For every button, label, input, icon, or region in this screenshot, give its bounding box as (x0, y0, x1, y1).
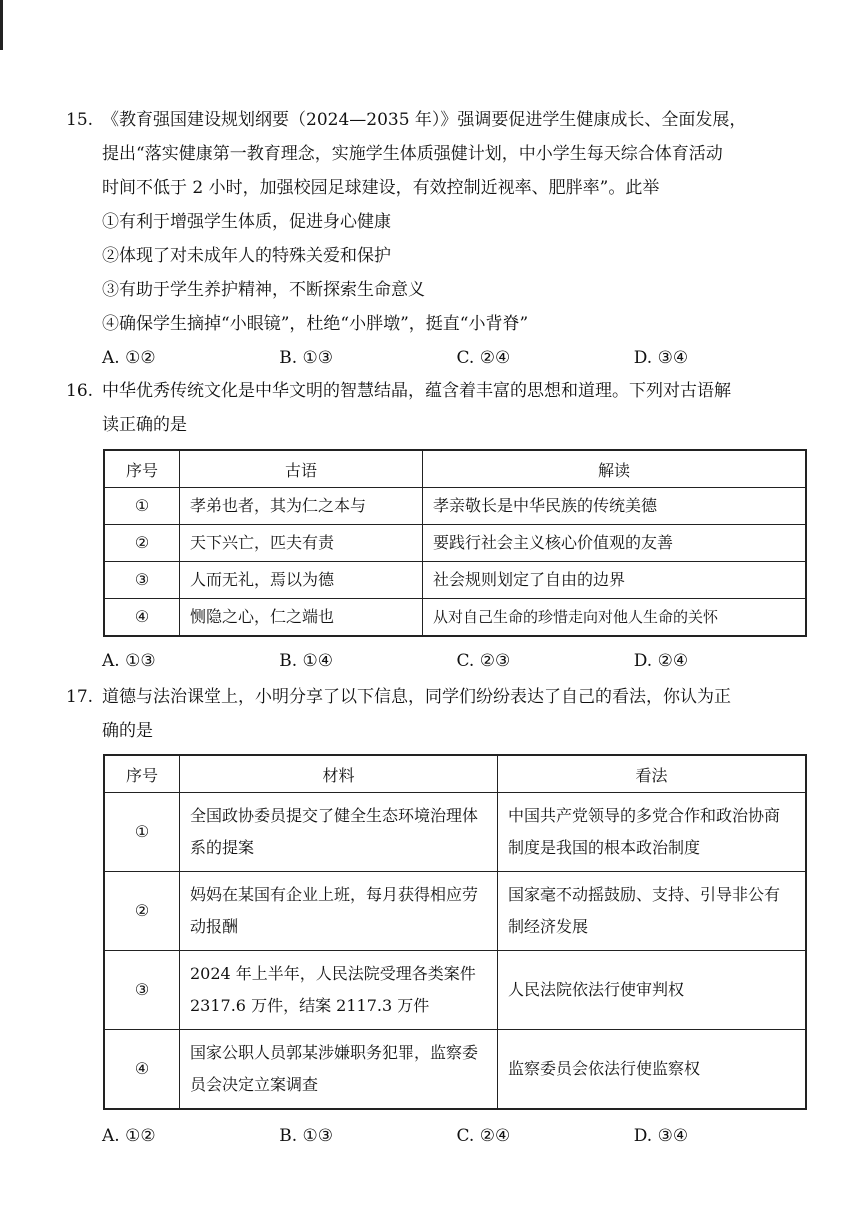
q17-stem-line-2: 确的是 (102, 721, 153, 741)
table-row: ④ 恻隐之心，仁之端也 从对自己生命的珍惜走向对他人生命的关怀 (104, 599, 806, 637)
table-header-row (104, 450, 806, 488)
q17-option-d[interactable]: D. ③④ (633, 1126, 689, 1146)
q16-option-c[interactable]: C. ②③ (456, 651, 511, 671)
q16-option-a[interactable]: A. ①③ (102, 651, 156, 671)
q17-options (66, 1119, 811, 1153)
q16-option-b[interactable]: B. ①④ (279, 651, 334, 671)
scan-edge-line (0, 0, 3, 50)
q17-options-wrap (66, 1119, 811, 1153)
table-row: ② 妈妈在某国有企业上班，每月获得相应劳动报酬 国家毫不动摇鼓励、支持、引导非公有制经济发展 (104, 872, 806, 951)
q15-stem-line-3: 时间不低于 2 小时，加强校园足球建设，有效控制近视率、肥胖率”。此举 (102, 178, 660, 198)
q17-option-b[interactable]: B. ①③ (279, 1126, 334, 1146)
q15-statement-2: ②体现了对未成年人的特殊关爱和保护 (102, 246, 391, 266)
q15-option-d[interactable]: D. ③④ (633, 348, 689, 368)
table-row: ③ 2024 年上半年，人民法院受理各类案件 2317.6 万件，结案 2117.3 万件 人民法院依法行使审判权 (104, 951, 806, 1030)
table-row: ① 全国政协委员提交了健全生态环境治理体系的提案 中国共产党领导的多党合作和政治协商制度是我国的根本政治制度 (104, 793, 806, 872)
q16-stem-line-1: 16. 中华优秀传统文化是中华文明的智慧结晶，蕴含着丰富的思想和道理。下列对古语解 (66, 374, 811, 408)
q17-option-a[interactable]: A. ①② (102, 1126, 156, 1146)
q17-header-material: 材料 (180, 755, 498, 793)
table-row: ④ 国家公职人员郭某涉嫌职务犯罪，监察委员会决定立案调查 监察委员会依法行使监察权 (104, 1030, 806, 1110)
table-row: ③ 人而无礼，焉以为德 社会规则划定了自由的边界 (104, 562, 806, 599)
q15-option-b[interactable]: B. ①③ (279, 348, 334, 368)
q15-option-a[interactable]: A. ①② (102, 348, 156, 368)
question-16 (66, 374, 811, 442)
q15-statement-3: ③有助于学生养护精神，不断探索生命意义 (102, 280, 425, 300)
q15-option-c[interactable]: C. ②④ (456, 348, 511, 368)
q16-table (103, 449, 807, 637)
q16-stem-line-2: 读正确的是 (102, 415, 187, 435)
table-row: ① 孝弟也者，其为仁之本与 孝亲敬长是中华民族的传统美德 (104, 488, 806, 525)
q16-options-wrap (66, 644, 811, 678)
q15-stem-line-1: 15. 《教育强国建设规划纲要（2024—2035 年）》强调要促进学生健康成长、全面发展， (66, 103, 811, 137)
q15-statement-1: ①有利于增强学生体质，促进身心健康 (102, 212, 391, 232)
q17-table (103, 754, 807, 1110)
q16-number: 16. (66, 381, 94, 401)
q17-header-seq: 序号 (104, 755, 180, 793)
q16-option-d[interactable]: D. ②④ (633, 651, 689, 671)
q17-stem-line-1: 17. 道德与法治课堂上，小明分享了以下信息，同学们纷纷表达了自己的看法，你认为正 (66, 680, 811, 714)
table-header-row (104, 755, 806, 793)
q15-stem-line-2: 提出“落实健康第一教育理念，实施学生体质强健计划，中小学生每天综合体育活动 (102, 144, 723, 164)
q17-option-c[interactable]: C. ②④ (456, 1126, 511, 1146)
q16-options (66, 644, 811, 678)
q15-statement-4: ④确保学生摘掉“小眼镜”，杜绝“小胖墩”，挺直“小背脊” (102, 314, 529, 334)
q15-number: 15. (66, 110, 94, 130)
q16-header-ancient: 古语 (180, 450, 423, 488)
table-row: ② 天下兴亡，匹夫有责 要践行社会主义核心价值观的友善 (104, 525, 806, 562)
q17-number: 17. (66, 687, 94, 707)
q16-header-interpretation: 解读 (423, 450, 807, 488)
q15-options (66, 341, 811, 375)
q16-header-seq: 序号 (104, 450, 180, 488)
question-17 (66, 680, 811, 748)
q17-header-opinion: 看法 (498, 755, 807, 793)
question-15 (66, 103, 811, 375)
